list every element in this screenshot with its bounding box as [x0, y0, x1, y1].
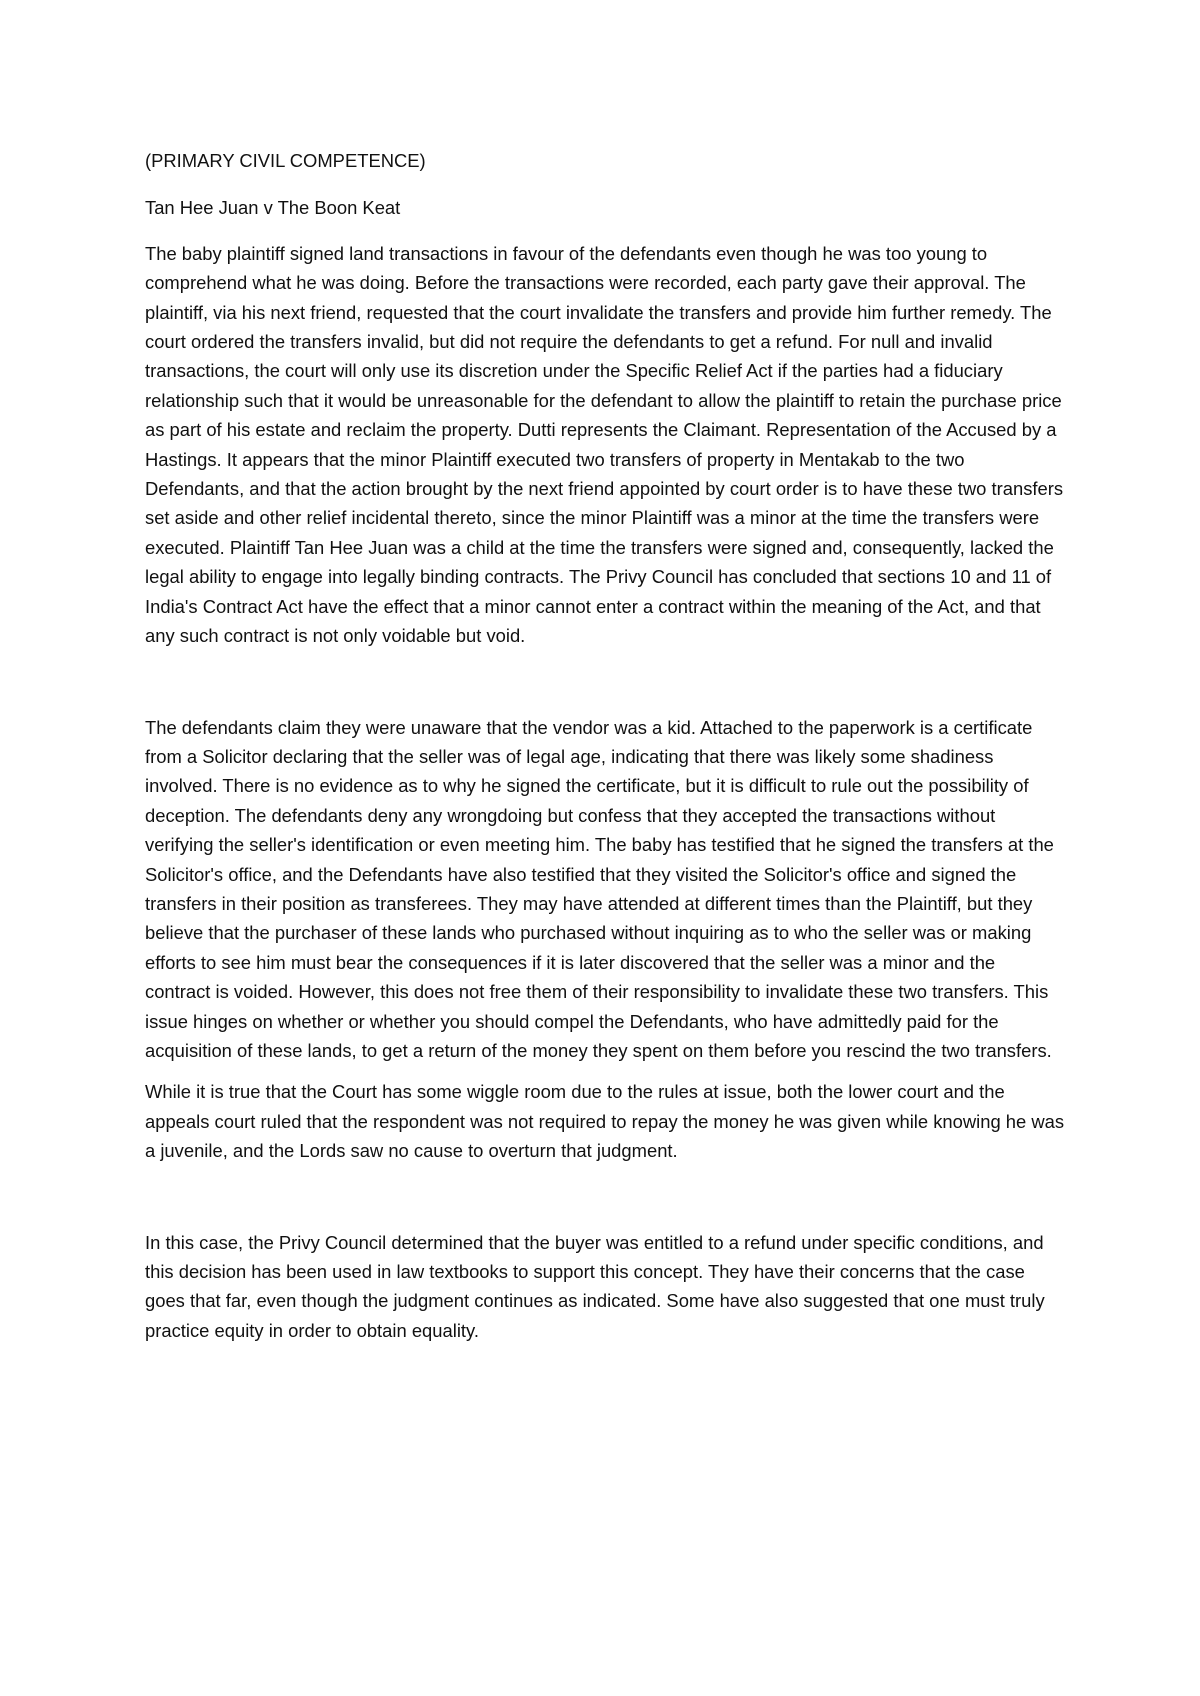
document-body [145, 146, 1065, 1345]
paragraph-court-discretion: While it is true that the Court has some wiggle room due to the rules at issue, both the lower court and the appeals court ruled that the respondent was not required to repay the money he was given while knowing he was a juvenile, and the Lords saw no cause to overturn that judgment. [145, 1081, 1065, 1162]
paragraph-privy-council-decision: In this case, the Privy Council determined that the buyer was entitled to a refund under specific conditions, and this decision has been used in law textbooks to support this concept. They have their concerns that the case goes that far, even though the judgment continues as indicated. Some have also suggested that one must truly practice equity in order to obtain equality. [145, 1231, 1045, 1341]
document-heading: (PRIMARY CIVIL COMPETENCE) [145, 150, 426, 171]
case-name: Tan Hee Juan v The Boon Keat [145, 197, 401, 219]
paragraph-case-summary: The baby plaintiff signed land transactions in favour of the defendants even though he was too young to comprehend what he was doing. Before the transactions were recorded, each party gave their approval. The plaintiff, via his next friend, requested that the court invalidate the transfers and provide him further remedy. The court ordered the transfers invalid, but did not require the defendants to get a refund. For null and invalid transactions, the court will only use its discretion under the Specific Relief Act if the parties had a fiduciary relationship such that it would be unreasonable for the defendant to allow the plaintiff to retain the purchase price as part of his estate and reclaim the property. Dutti represents the Claimant. Representation of the Accused by a Hastings. It appears that the minor Plaintiff executed two transfers of property in Mentakab to the two Defendants, and that the action brought by the next friend appointed by court order is to have these two transfers set aside and other relief incidental thereto, since the minor Plaintiff was a minor at the time the transfers were executed. Plaintiff Tan Hee Juan was a child at the time the transfers were signed and, consequently, lacked the legal ability to engage into legally binding contracts. The Privy Council has concluded that sections 10 and 11 of India's Contract Act have the effect that a minor cannot enter a contract within the meaning of the Act, and that any such contract is not only voidable but void. [145, 242, 1064, 647]
paragraph-defendants-claim: The defendants claim they were unaware that the vendor was a kid. Attached to the paperwork is a certificate from a Solicitor declaring that the seller was of legal age, indicating that there was likely some shadiness involved. There is no evidence as to why he signed the certificate, but it is difficult to rule out the possibility of deception. The defendants deny any wrongdoing but confess that they accepted the transactions without verifying the seller's identification or even meeting him. The baby has testified that he signed the transfers at the Solicitor's office, and the Defendants have also testified that they visited the Solicitor's office and signed the transfers in their position as transferees. They may have attended at different times than the Plaintiff, but they believe that the purchaser of these lands who purchased without inquiring as to who the seller was or making efforts to see him must bear the consequences if it is later discovered that the seller was a minor and the contract is voided. However, this does not free them of their responsibility to invalidate these two transfers. This issue hinges on whether or whether you should compel the Defendants, who have admittedly paid for the acquisition of these lands, to get a return of the money they spent on them before you rescind the two transfers. [145, 716, 1054, 1061]
